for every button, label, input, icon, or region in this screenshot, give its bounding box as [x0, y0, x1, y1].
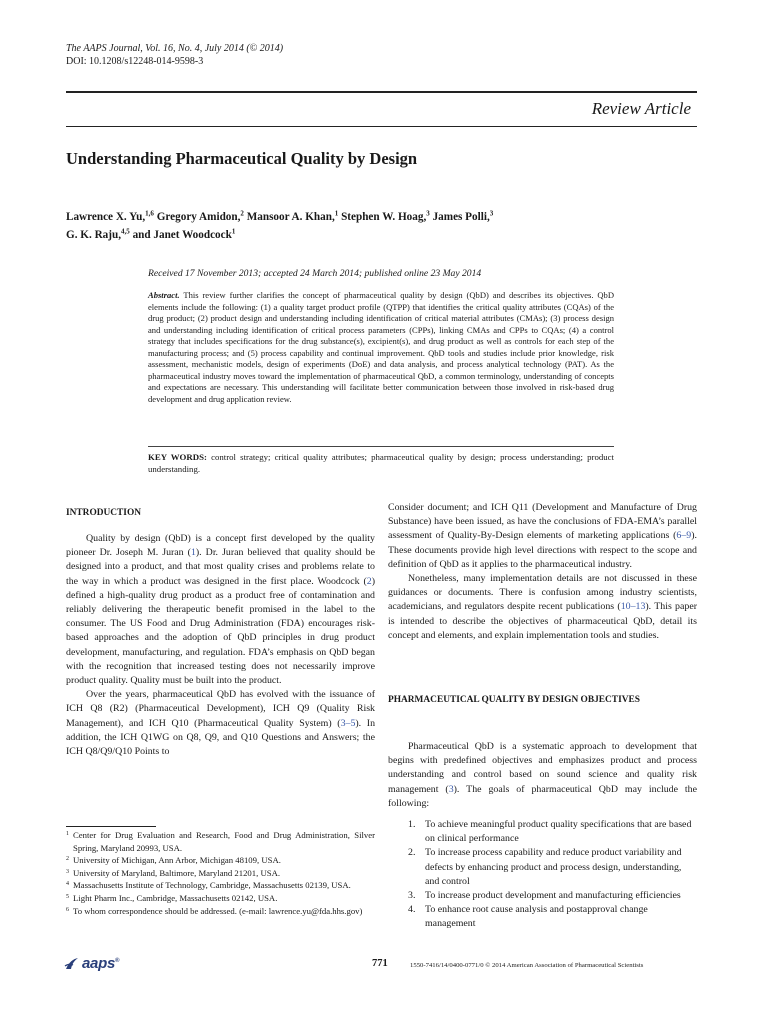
author: Gregory Amidon,$^2$ — [156, 209, 244, 223]
aaps-logo-text: aaps® — [82, 955, 120, 972]
footnote: 6 To whom correspondence should be addressed. (e-mail: lawrence.yu@fda.hhs.gov) — [66, 905, 363, 916]
footnote: 2 University of Michigan, Ann Arbor, Michigan 48109, USA. — [66, 855, 281, 866]
citation-link[interactable]: 3 — [448, 783, 454, 795]
footnote-rule — [66, 826, 156, 827]
footnote: 5 Light Pharm Inc., Cambridge, Massachusetts 02142, USA. — [66, 892, 278, 903]
imprint-line: 1550-7416/14/0400-0771/0 © 2014 American Association of Pharmaceutical Scientists — [410, 962, 644, 969]
header-rule-bottom — [66, 126, 697, 127]
footnote: 4 Massachusetts Institute of Technology, Cambridge, Massachusetts 02139, USA. — [66, 880, 351, 891]
affiliations-footnotes — [66, 829, 375, 917]
paragraph: Consider document; and ICH Q11 (Development and Manufacture of Drug Substance) have been issued, as have the conclusions of FDA-EMA’s parallel assessment of Quality-By-Design elements of marketing applications (6–9). These documents provide high level directions with respect to the scope and definition of QbD as it applies to the pharmaceutical industry. — [388, 502, 697, 570]
left-column — [66, 532, 375, 759]
author: Stephen W. Hoag,$^3$ — [341, 209, 430, 223]
right-column — [388, 501, 697, 643]
paragraph: Over the years, pharmaceutical QbD has evolved with the issuance of ICH Q8 (R2) (Pharmaceutical Development), ICH Q9 (Quality Risk Management), and ICH Q10 (Pharmaceutical Quality System) (3–5). In addition, the ICH Q1WG on Q8, Q9, and Q10 Questions and Answers; the ICH Q8/Q9/Q10 Points to — [66, 689, 376, 758]
section-heading-objectives: PHARMACEUTICAL QUALITY BY DESIGN OBJECTIVES — [388, 695, 640, 705]
paragraph: Pharmaceutical QbD is a systematic approach to development that begins with predefined objectives and emphasizes product and process understanding and control based on sound science and quality risk management (3). The goals of pharmaceutical QbD may include the following: — [388, 741, 697, 809]
list-item: 1. To achieve meaningful product quality specifications that are based on clinical performance — [408, 819, 692, 845]
article-title: Understanding Pharmaceutical Quality by Design — [66, 149, 418, 168]
author: and Janet Woodcock$^1$ — [132, 227, 236, 242]
citation-link[interactable]: 6–9 — [676, 530, 692, 542]
doi: DOI: 10.1208/s12248-014-9598-3 — [66, 56, 204, 67]
section-heading-introduction: INTRODUCTION — [66, 508, 142, 518]
author: G. K. Raju,$^{4,5}$ — [66, 227, 130, 242]
paragraph: Nonetheless, many implementation details are not discussed in these guidances or documents. There is confusion among industry scientists, academicians, and regulators despite recent publications (10–13). This paper is intended to describe the objectives of pharmaceutical QbD, detail its concept and elements, and explain implementation tools and studies. — [388, 573, 697, 641]
journal-citation: The AAPS Journal, Vol. 16, No. 4, July 2014 (© 2014) — [66, 43, 284, 54]
citation-link[interactable]: 3–5 — [340, 717, 356, 729]
author: Lawrence X. Yu,$^{1,6}$ — [66, 209, 154, 223]
abstract-label: Abstract. — [148, 290, 180, 300]
author: James Polli,$^3$ — [432, 209, 494, 223]
citation-link[interactable]: 2 — [366, 575, 372, 587]
article-type: Review Article — [591, 99, 691, 118]
citation-link[interactable]: 10–13 — [620, 601, 646, 613]
page-number: 771 — [372, 958, 388, 969]
abstract-text: This review further clarifies the concept of pharmaceutical quality by design (QbD) and describes its objectives. QbD elements include the following: (1) a quality target product profile (QTPP) that identifies the critical quality attributes (CQAs) of the drug product; (2) product design and understanding including identification of critical material attributes (CMAs); (3) process design and understanding including identification of critical process parameters (CPPs), linking CMAs and CPPs to CQAs; (4) a control strategy that includes specifications for the drug substance(s), excipient(s), and drug product as well as controls for each step of the manufacturing process; and (5) process capability and continual improvement. QbD tools and studies include prior knowledge, risk assessment, mechanistic models, design of experiments (DoE) and data analysis, and process analytical technology (PAT). As the pharmaceutical industry moves toward the implementation of pharmaceutical QbD, a common terminology, understanding of concepts and expectations are necessary. This understanding will facilitate better communication between those involved in risk-based drug development and drug application review. — [148, 290, 615, 404]
goals-list — [408, 818, 698, 932]
abstract — [148, 290, 614, 405]
aaps-logo — [64, 955, 119, 972]
author: Mansoor A. Khan,$^1$ — [246, 209, 339, 223]
paragraph: Quality by design (QbD) is a concept first developed by the quality pioneer Dr. Joseph M. Juran (1). Dr. Juran believed that quality should be designed into a product, and that most quality crises and problems relate to the way in which a product was designed in the first place. Woodcock (2) defined a high-quality drug product as a product free of contamination and reliably delivering the therapeutic benefit promised in the label to the consumer. The US Food and Drug Administration (FDA) encourages risk-based approaches and the adoption of QbD principles in drug product development, manufacturing, and regulation. FDA’s emphasis on QbD began with the recognition that increased testing does not necessarily improve product quality. Quality must be built into the product. — [66, 533, 375, 687]
citation-link[interactable]: 1 — [190, 547, 196, 559]
author-list — [66, 206, 706, 243]
objectives-intro — [388, 740, 697, 811]
keywords-label: KEY WORDS: — [148, 452, 207, 462]
list-item: 2. To increase process capability and reduce product variability and defects by enhancing product and process design, understanding, and control — [408, 847, 682, 887]
footnote: 1 Center for Drug Evaluation and Research, Food and Drug Administration, Silver Spring, Maryland 20993, USA. — [66, 830, 375, 853]
keywords-text: control strategy; critical quality attributes; pharmaceutical quality by design; process understanding; product understanding. — [148, 452, 614, 474]
received-dates: Received 17 November 2013; accepted 24 March 2014; published online 23 May 2014 — [148, 268, 482, 279]
keywords-rule — [148, 446, 614, 447]
list-item: 3. To increase product development and manufacturing efficiencies — [408, 890, 681, 902]
header-rule-top — [66, 91, 697, 93]
aaps-swoosh-icon — [64, 956, 80, 972]
list-item: 4. To enhance root cause analysis and postapproval change management — [408, 904, 648, 930]
footnote: 3 University of Maryland, Baltimore, Maryland 21201, USA. — [66, 867, 281, 878]
keywords — [148, 452, 614, 475]
journal-header — [66, 42, 283, 68]
